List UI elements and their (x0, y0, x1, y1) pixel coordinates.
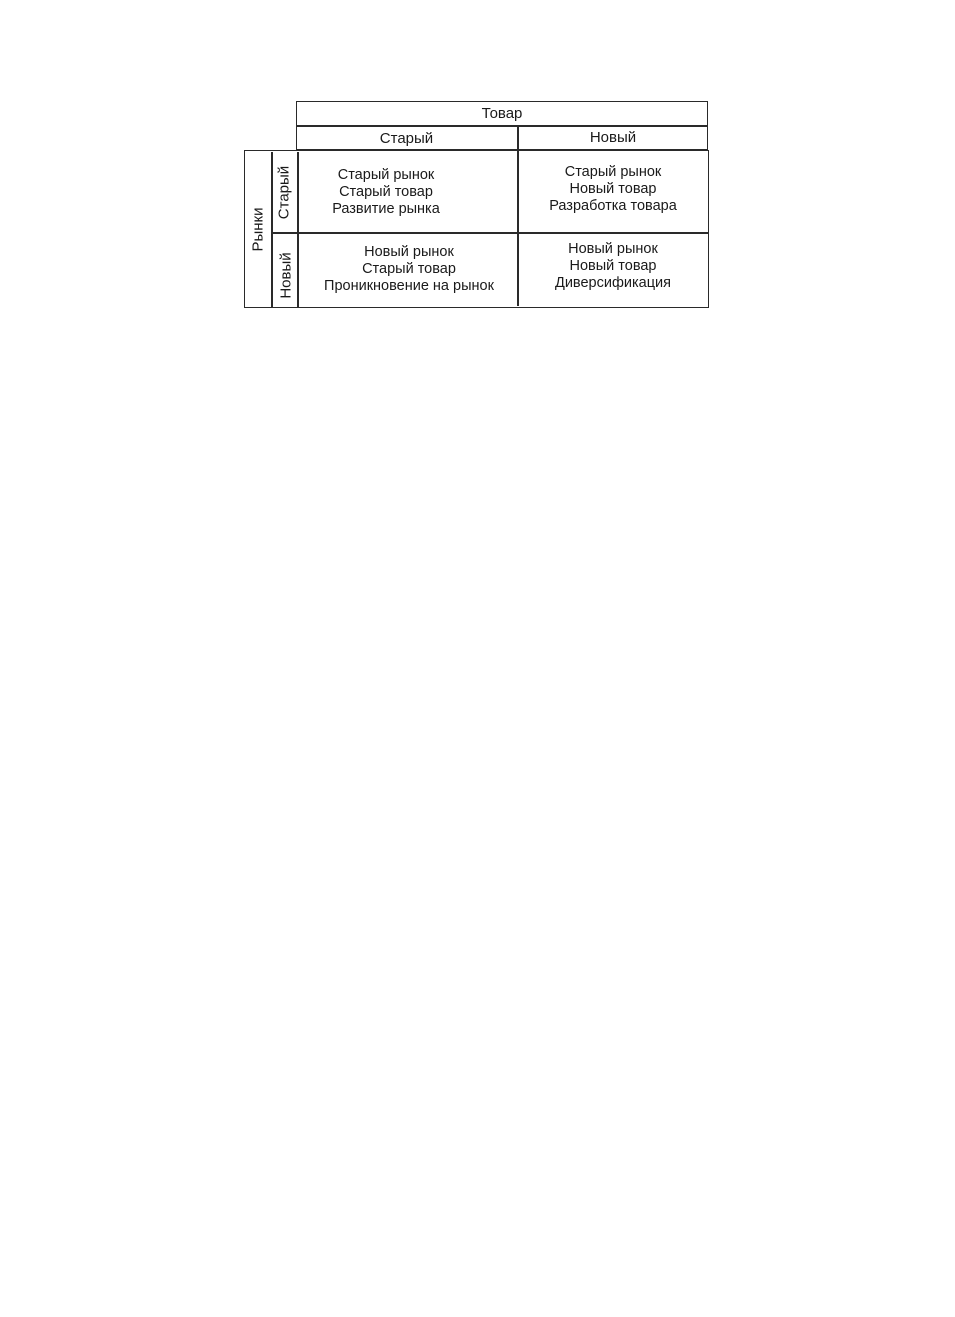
cell-line: Новый товар (569, 258, 657, 274)
cell-old-market-old-product (298, 167, 474, 218)
column-header-new: Новый (589, 129, 637, 146)
cell-line: Старый рынок (564, 164, 662, 180)
row-header-new: Новый (277, 252, 295, 299)
cell-line: Старый товар (362, 261, 456, 277)
cell-line: Новый рынок (364, 244, 454, 260)
cell-new-market-new-product (518, 241, 708, 292)
cell-line: Развитие рынка (332, 201, 440, 217)
cell-line: Старый товар (339, 184, 433, 200)
cell-line: Проникновение на рынок (324, 278, 494, 294)
cell-line: Диверсификация (555, 275, 671, 291)
cell-new-market-old-product (298, 244, 520, 295)
column-header-divider (296, 125, 708, 127)
row-header-old: Старый (275, 165, 293, 220)
row-axis-divider (271, 152, 273, 307)
cell-old-market-new-product (518, 164, 708, 215)
cell-line: Новый товар (569, 181, 657, 197)
cell-line: Разработка товара (549, 198, 677, 214)
cell-line: Старый рынок (337, 167, 435, 183)
cell-line: Новый рынок (568, 241, 658, 257)
column-axis-title: Товар (481, 105, 523, 122)
column-header-old: Старый (379, 130, 434, 147)
row-axis-title: Рынки (249, 207, 267, 252)
body-row-split (271, 232, 708, 234)
